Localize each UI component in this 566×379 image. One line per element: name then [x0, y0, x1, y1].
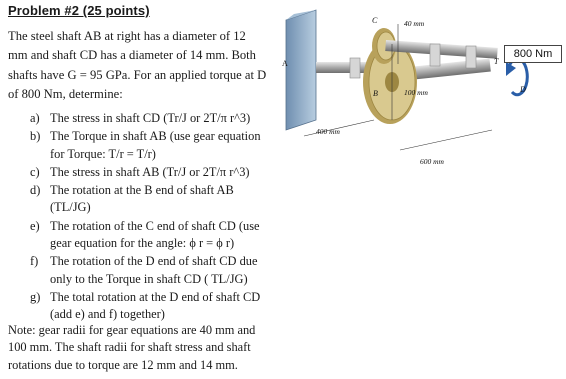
- dim-small-gear: 40 mm: [404, 19, 425, 28]
- task-item-c: [30, 164, 278, 181]
- fixed-wall-a: [286, 10, 316, 130]
- task-letter: e): [30, 218, 40, 233]
- dim-shaft-ab: 400 mm: [316, 127, 340, 136]
- task-item-a: [30, 110, 278, 127]
- note-line: 100 mm. The shaft radii for shaft stress and shaft: [8, 340, 251, 355]
- label-a: A: [282, 59, 288, 68]
- task-letter: f): [30, 254, 39, 269]
- problem-title: Problem #2 (25 points): [8, 3, 150, 18]
- label-t: T: [494, 57, 499, 66]
- label-b: B: [373, 89, 378, 98]
- task-line: The total rotation at the D end of shaft CD: [50, 289, 261, 304]
- task-item-d: [30, 182, 278, 217]
- task-line: The rotation at the B end of shaft AB: [50, 183, 234, 198]
- dimension-line: [400, 130, 492, 150]
- task-letter: a): [30, 111, 40, 125]
- bearing: [466, 46, 476, 68]
- note: [8, 322, 288, 374]
- intro-line: shafts have G = 95 GPa. For an applied torque at D: [8, 67, 267, 82]
- task-item-f: [30, 253, 278, 288]
- gear-shaft-figure: [280, 0, 566, 200]
- task-letter: c): [30, 164, 40, 179]
- applied-torque-box: 800 Nm: [504, 45, 562, 63]
- note-line: Note: gear radii for gear equations are 40 mm and: [8, 323, 256, 337]
- task-line: only to the Torque in shaft CD ( TL/JG): [50, 271, 248, 286]
- task-list: [30, 110, 278, 325]
- task-line: The stress in shaft CD (Tr/J or 2T/π r^3): [50, 111, 251, 125]
- task-line: gear equation for the angle: ϕ r = ϕ r): [50, 236, 235, 251]
- intro-line: of 800 Nm, determine:: [8, 86, 123, 101]
- task-line: The rotation of the C end of shaft CD (use: [50, 218, 260, 233]
- task-letter: b): [30, 129, 41, 144]
- intro-line: mm and shaft CD has a diameter of 14 mm. Both: [8, 48, 256, 63]
- problem-statement: [8, 27, 298, 104]
- bearing: [430, 44, 440, 66]
- gear-shaft-diagram: [280, 0, 566, 200]
- label-c: C: [372, 16, 378, 25]
- task-line: The rotation of the D end of shaft CD due: [50, 254, 258, 269]
- task-item-e: [30, 218, 278, 253]
- label-d: D: [520, 85, 526, 94]
- bearing: [350, 58, 360, 78]
- task-line: (add e) and f) together): [50, 307, 165, 322]
- dim-large-gear: 100 mm: [404, 88, 428, 97]
- task-line: The Torque in shaft AB (use gear equation: [50, 129, 261, 144]
- task-line: (TL/JG): [50, 200, 91, 215]
- task-line: The stress in shaft AB (Tr/J or 2T/π r^3): [50, 164, 250, 179]
- note-line: rotations due to torque are 12 mm and 14 mm.: [8, 357, 238, 372]
- task-item-b: [30, 128, 278, 163]
- dim-shaft-cd: 600 mm: [420, 157, 444, 166]
- task-letter: d): [30, 183, 41, 198]
- task-item-g: [30, 289, 278, 324]
- task-line: for Torque: T/r = T/r): [50, 146, 156, 161]
- task-letter: g): [30, 289, 41, 304]
- intro-line: The steel shaft AB at right has a diameter of 12: [8, 29, 246, 43]
